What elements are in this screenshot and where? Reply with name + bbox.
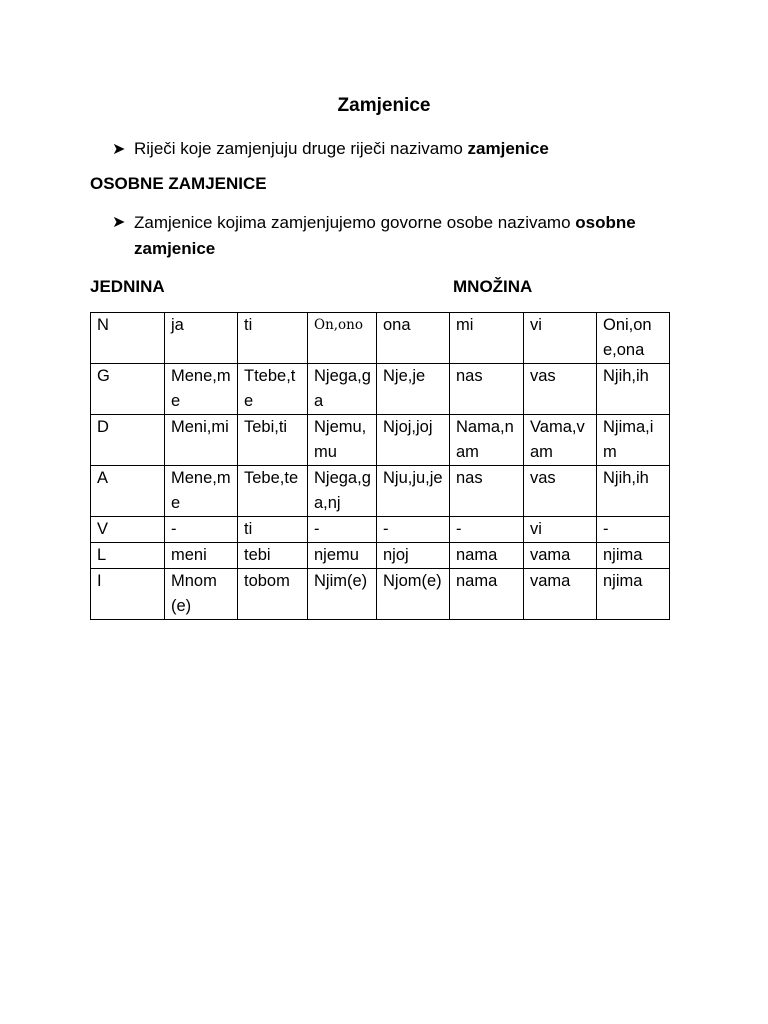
case-label-cell: V	[91, 517, 165, 543]
table-cell: On,ono	[308, 313, 377, 364]
table-cell: vi	[524, 517, 597, 543]
table-cell: Njom(e)	[377, 569, 450, 620]
table-cell: Nju,ju,je	[377, 466, 450, 517]
table-cell: Meni,mi	[165, 415, 238, 466]
case-label-cell: L	[91, 543, 165, 569]
table-cell: Njima,im	[597, 415, 670, 466]
table-row	[91, 517, 670, 543]
table-cell: Oni,one,ona	[597, 313, 670, 364]
bullet-definition	[112, 136, 549, 163]
bullet-personal-pronouns	[112, 210, 692, 262]
table-row	[91, 364, 670, 415]
table-cell: vama	[524, 543, 597, 569]
case-label-cell: I	[91, 569, 165, 620]
table-cell: Njega,ga	[308, 364, 377, 415]
table-cell: njemu	[308, 543, 377, 569]
table-cell: nama	[450, 569, 524, 620]
table-cell: vi	[524, 313, 597, 364]
table-cell: vas	[524, 466, 597, 517]
table-cell: Mene,me	[165, 466, 238, 517]
table-row	[91, 569, 670, 620]
table-cell: -	[597, 517, 670, 543]
table-cell: Tebi,ti	[238, 415, 308, 466]
case-label-cell: A	[91, 466, 165, 517]
table-cell: Nje,je	[377, 364, 450, 415]
table-cell: nas	[450, 466, 524, 517]
table-cell: vama	[524, 569, 597, 620]
table-cell: njima	[597, 543, 670, 569]
table-cell: ja	[165, 313, 238, 364]
bullet-personal-pronouns-text: Zamjenice kojima zamjenjujemo govorne osobe nazivamo	[134, 213, 576, 232]
bullet-definition-bold: zamjenice	[467, 139, 549, 158]
table-cell: Tebe,te	[238, 466, 308, 517]
table-cell: -	[450, 517, 524, 543]
arrow-bullet-icon: ➤	[112, 141, 126, 158]
table-cell: Ttebe,te	[238, 364, 308, 415]
table-cell: meni	[165, 543, 238, 569]
table-cell: -	[308, 517, 377, 543]
table-cell: Njoj,joj	[377, 415, 450, 466]
case-label-cell: D	[91, 415, 165, 466]
table-cell: tobom	[238, 569, 308, 620]
table-cell: nas	[450, 364, 524, 415]
table-cell: njima	[597, 569, 670, 620]
table-cell: mi	[450, 313, 524, 364]
table-cell: Njih,ih	[597, 466, 670, 517]
case-label-cell: N	[91, 313, 165, 364]
table-cell: ti	[238, 313, 308, 364]
table-cell: tebi	[238, 543, 308, 569]
bullet-definition-text: Riječi koje zamjenjuju druge riječi nazivamo	[134, 139, 468, 158]
table-cell: Njih,ih	[597, 364, 670, 415]
table-row	[91, 313, 670, 364]
pronoun-table	[90, 312, 670, 620]
section-heading: OSOBNE ZAMJENICE	[90, 174, 267, 193]
arrow-bullet-icon: ➤	[112, 214, 126, 231]
table-cell: vas	[524, 364, 597, 415]
table-cell: -	[165, 517, 238, 543]
table-cell: -	[377, 517, 450, 543]
table-cell: Mene,me	[165, 364, 238, 415]
table-cell: ti	[238, 517, 308, 543]
table-cell: nama	[450, 543, 524, 569]
table-cell: Njemu,mu	[308, 415, 377, 466]
table-cell: ona	[377, 313, 450, 364]
case-label-cell: G	[91, 364, 165, 415]
bullet-personal-pronouns-bold: osobne zamjenice	[134, 213, 636, 258]
plural-label: MNOŽINA	[453, 277, 533, 296]
table-row	[91, 466, 670, 517]
table-cell: Njim(e)	[308, 569, 377, 620]
table-cell: Vama,vam	[524, 415, 597, 466]
table-row	[91, 415, 670, 466]
table-cell: Mnom(e)	[165, 569, 238, 620]
table-cell: njoj	[377, 543, 450, 569]
table-cell: Njega,ga,nj	[308, 466, 377, 517]
page-title: Zamjenice	[337, 95, 431, 116]
table-cell: Nama,nam	[450, 415, 524, 466]
table-row	[91, 543, 670, 569]
singular-label: JEDNINA	[90, 277, 165, 296]
